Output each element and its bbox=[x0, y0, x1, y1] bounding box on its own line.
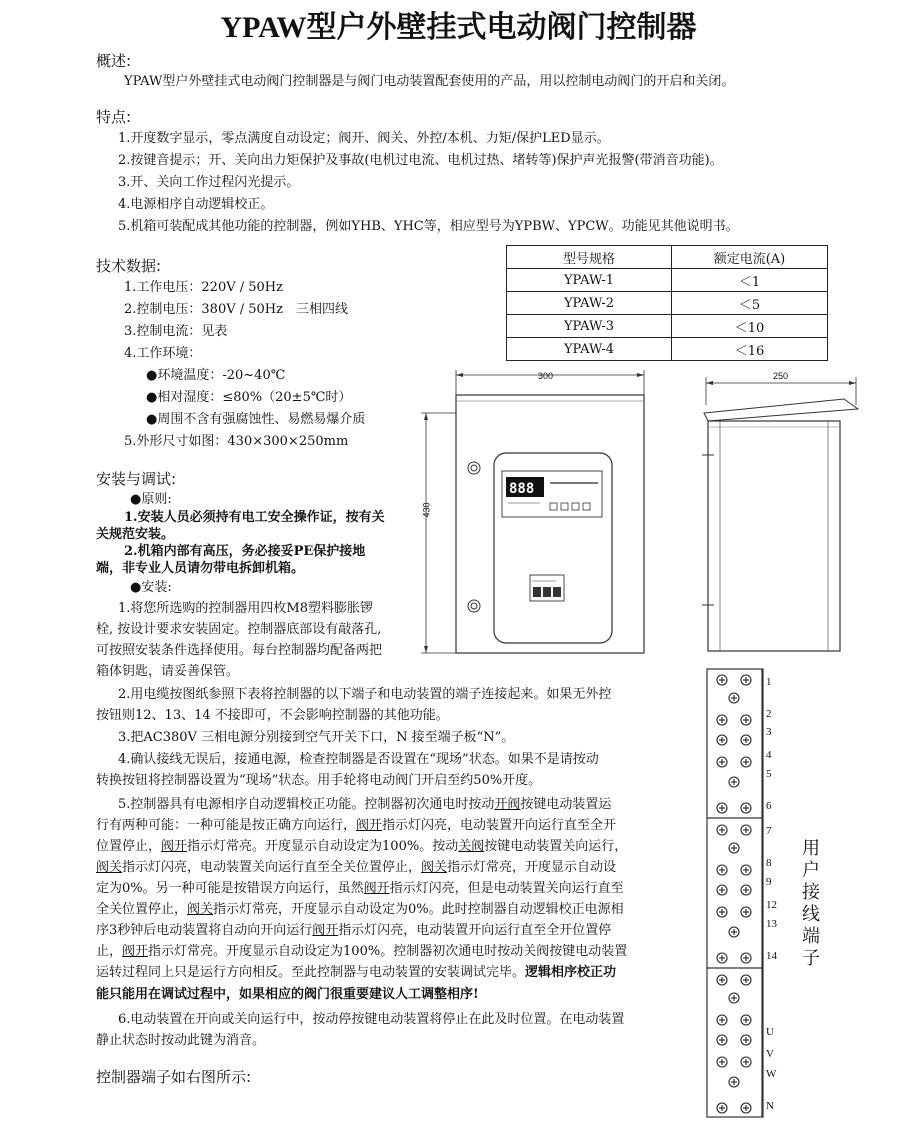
features-heading: 特点: bbox=[96, 108, 132, 126]
install-step: 3.把AC380V 三相电源分别接到空气开关下口，N 接至端子板“N”。 bbox=[118, 730, 515, 745]
page-title: YPAW型户外壁挂式电动阀门控制器 bbox=[220, 11, 697, 44]
principle-label: ●原则: bbox=[130, 492, 172, 507]
dim-height-label: 430 bbox=[421, 502, 432, 518]
install-step: 按钮则12、13、14 不接即可，不会影响控制器的其他功能。 bbox=[96, 708, 449, 723]
install-step: 转换按钮将控制器设置为“现场”状态。用手轮将电动阀门开启至约50%开度。 bbox=[96, 773, 542, 788]
install-warning: 能只能用在调试过程中，如果相应的阀门很重要建议人工调整相序! bbox=[96, 987, 479, 1002]
terminals-caption: 控制器端子如右图所示: bbox=[96, 1068, 252, 1086]
terminal-number: 4 bbox=[766, 749, 772, 761]
principle-text: 1.安装人员必须持有电工安全操作证，按有关 bbox=[124, 510, 385, 525]
table-row bbox=[507, 338, 828, 361]
table-cell: ＜10 bbox=[672, 315, 828, 338]
tech-item: 4.工作环境： bbox=[124, 346, 202, 361]
install-heading: 安装与调试: bbox=[96, 470, 177, 488]
tech-dims: 5.外形尺寸如图：430×300×250mm bbox=[124, 434, 349, 449]
install-step: 阀关指示灯闪亮，电动装置关向运行直至全关位置停止，阀关指示灯常亮，开度显示自动设 bbox=[96, 860, 617, 875]
table-cell: ＜16 bbox=[672, 338, 828, 361]
install-step: 5.控制器具有电源相序自动逻辑校正功能。控制器初次通电时按动开阀按键电动装置运 bbox=[118, 797, 612, 812]
terminal-number: 12 bbox=[766, 899, 777, 911]
terminal-number: 7 bbox=[766, 825, 772, 837]
install-step: 栓, 按设计要求安装固定。控制器底部设有敲落孔, bbox=[96, 622, 382, 637]
table-cell: ＜1 bbox=[672, 269, 828, 292]
table-cell: YPAW-3 bbox=[507, 315, 672, 338]
terminal-number: 1 bbox=[766, 676, 772, 688]
install-label: ●安装: bbox=[130, 580, 172, 595]
terminal-number: N bbox=[766, 1100, 774, 1112]
table-header: 额定电流(A) bbox=[672, 246, 828, 269]
terminal-number: 14 bbox=[766, 950, 777, 962]
svg-text:888: 888 bbox=[509, 481, 535, 497]
install-step: 序3秒钟后电动装置将自动向开向运行阀开指示灯闪亮，电动装置开向运行直至全开位置停 bbox=[96, 923, 612, 938]
overview-text: YPAW型户外壁挂式电动阀门控制器是与阀门电动装置配套使用的产品，用以控制电动阀门的开启和关闭。 bbox=[124, 74, 735, 89]
install-step: 2.用电缆按图纸参照下表将控制器的以下端子和电动装置的端子连接起来。如果无外控 bbox=[118, 687, 612, 702]
terminal-number: 8 bbox=[766, 857, 772, 869]
feature-item: 4.电源相序自动逻辑校正。 bbox=[118, 197, 274, 212]
env-item: ●环境温度：-20~40℃ bbox=[146, 368, 286, 383]
spec-table bbox=[506, 245, 828, 361]
terminal-number: 9 bbox=[766, 876, 772, 888]
terminal-number: 2 bbox=[766, 708, 772, 720]
install-step: 行有两种可能：一种可能是按正确方向运行，阀开指示灯闪亮，电动装置开向运行直至全开 bbox=[96, 818, 617, 833]
dim-width-label: 300 bbox=[538, 371, 554, 381]
tech-item: 1.工作电压：220V / 50Hz bbox=[124, 280, 283, 295]
tech-item: 2.控制电压：380V / 50Hz 三相四线 bbox=[124, 302, 348, 317]
table-row bbox=[507, 269, 828, 292]
principle-text: 关规范安装。 bbox=[96, 527, 175, 542]
install-step: 静止状态时按动此键为消音。 bbox=[96, 1033, 266, 1048]
feature-item: 1.开度数字显示，零点满度自动设定；阀开、阀关、外控/本机、力矩/保护LED显示。 bbox=[118, 131, 610, 146]
feature-item: 5.机箱可装配成其他功能的控制器，例如YHB、YHC等，相应型号为YPBW、YPCW。功能见其他说明书。 bbox=[118, 219, 739, 234]
terminal-number: 3 bbox=[766, 726, 772, 738]
table-row bbox=[507, 315, 828, 338]
overview-heading: 概述: bbox=[96, 52, 132, 70]
terminal-number: 5 bbox=[766, 768, 772, 780]
table-header-row bbox=[507, 246, 828, 269]
feature-item: 2.按键音提示；开、关向出力矩保护及事故(电机过电流、电机过热、堵转等)保护声光报警(带消音功能)。 bbox=[118, 153, 723, 168]
table-cell: ＜5 bbox=[672, 292, 828, 315]
front-view-drawing bbox=[416, 365, 676, 665]
install-step: 位置停止，阀开指示灯常亮。开度显示自动设定为100%。按动关阀按键电动装置关向运行， bbox=[96, 839, 628, 854]
principle-text: 2.机箱内部有高压，务必接妥PE保护接地 bbox=[124, 544, 366, 559]
install-step: 运转过程同上只是运行方向相反。至此控制器与电动装置的安装调试完毕。逻辑相序校正功 bbox=[96, 965, 617, 980]
tech-item: 3.控制电流：见表 bbox=[124, 324, 228, 339]
install-step: 6.电动装置在开向或关向运行中，按动停按键电动装置将停止在此及时位置。在电动装置 bbox=[118, 1012, 625, 1027]
table-cell: YPAW-2 bbox=[507, 292, 672, 315]
env-item: ●相对湿度：≤80%（20±5℃时） bbox=[146, 390, 352, 405]
install-step: 定为0%。另一种可能是按错误方向运行，虽然阀开指示灯闪亮，但是电动装置关向运行直至 bbox=[96, 881, 624, 896]
terminal-numbers bbox=[766, 668, 796, 1120]
dim-side-label: 250 bbox=[773, 371, 789, 381]
install-step: 可按照安装条件选择使用。每台控制器均配备两把 bbox=[96, 643, 383, 658]
terminal-label: 用户接线端子 bbox=[802, 838, 820, 969]
principle-text: 端，非专业人员请勿带电拆卸机箱。 bbox=[96, 561, 305, 576]
terminal-number: W bbox=[766, 1068, 777, 1080]
env-item: ●周围不含有强腐蚀性、易燃易爆介质 bbox=[146, 412, 366, 427]
feature-item: 3.开、关向工作过程闪光提示。 bbox=[118, 175, 300, 190]
terminal-number: 13 bbox=[766, 918, 777, 930]
side-view-drawing bbox=[696, 365, 866, 665]
table-header: 型号规格 bbox=[507, 246, 672, 269]
table-cell: YPAW-4 bbox=[507, 338, 672, 361]
install-step: 1.将您所选购的控制器用四枚M8塑料膨胀锣 bbox=[118, 601, 373, 616]
terminal-number: U bbox=[766, 1026, 774, 1038]
install-step: 止，阀开指示灯常亮。开度显示自动设定为100%。控制器初次通电时按动关阀按键电动装置 bbox=[96, 944, 628, 959]
table-row bbox=[507, 292, 828, 315]
tech-heading: 技术数据: bbox=[96, 257, 162, 275]
install-step: 全关位置停止，阀关指示灯常亮，开度显示自动设定为0%。此时控制器自动逻辑校正电源相 bbox=[96, 902, 624, 917]
terminal-number: 6 bbox=[766, 800, 772, 812]
table-cell: YPAW-1 bbox=[507, 269, 672, 292]
terminal-number: V bbox=[766, 1048, 774, 1060]
install-step: 4.确认接线无误后，接通电源，检查控制器是否设置在“现场”状态。如果不是请按动 bbox=[118, 752, 599, 767]
install-step: 箱体钥匙，请妥善保管。 bbox=[96, 664, 240, 679]
